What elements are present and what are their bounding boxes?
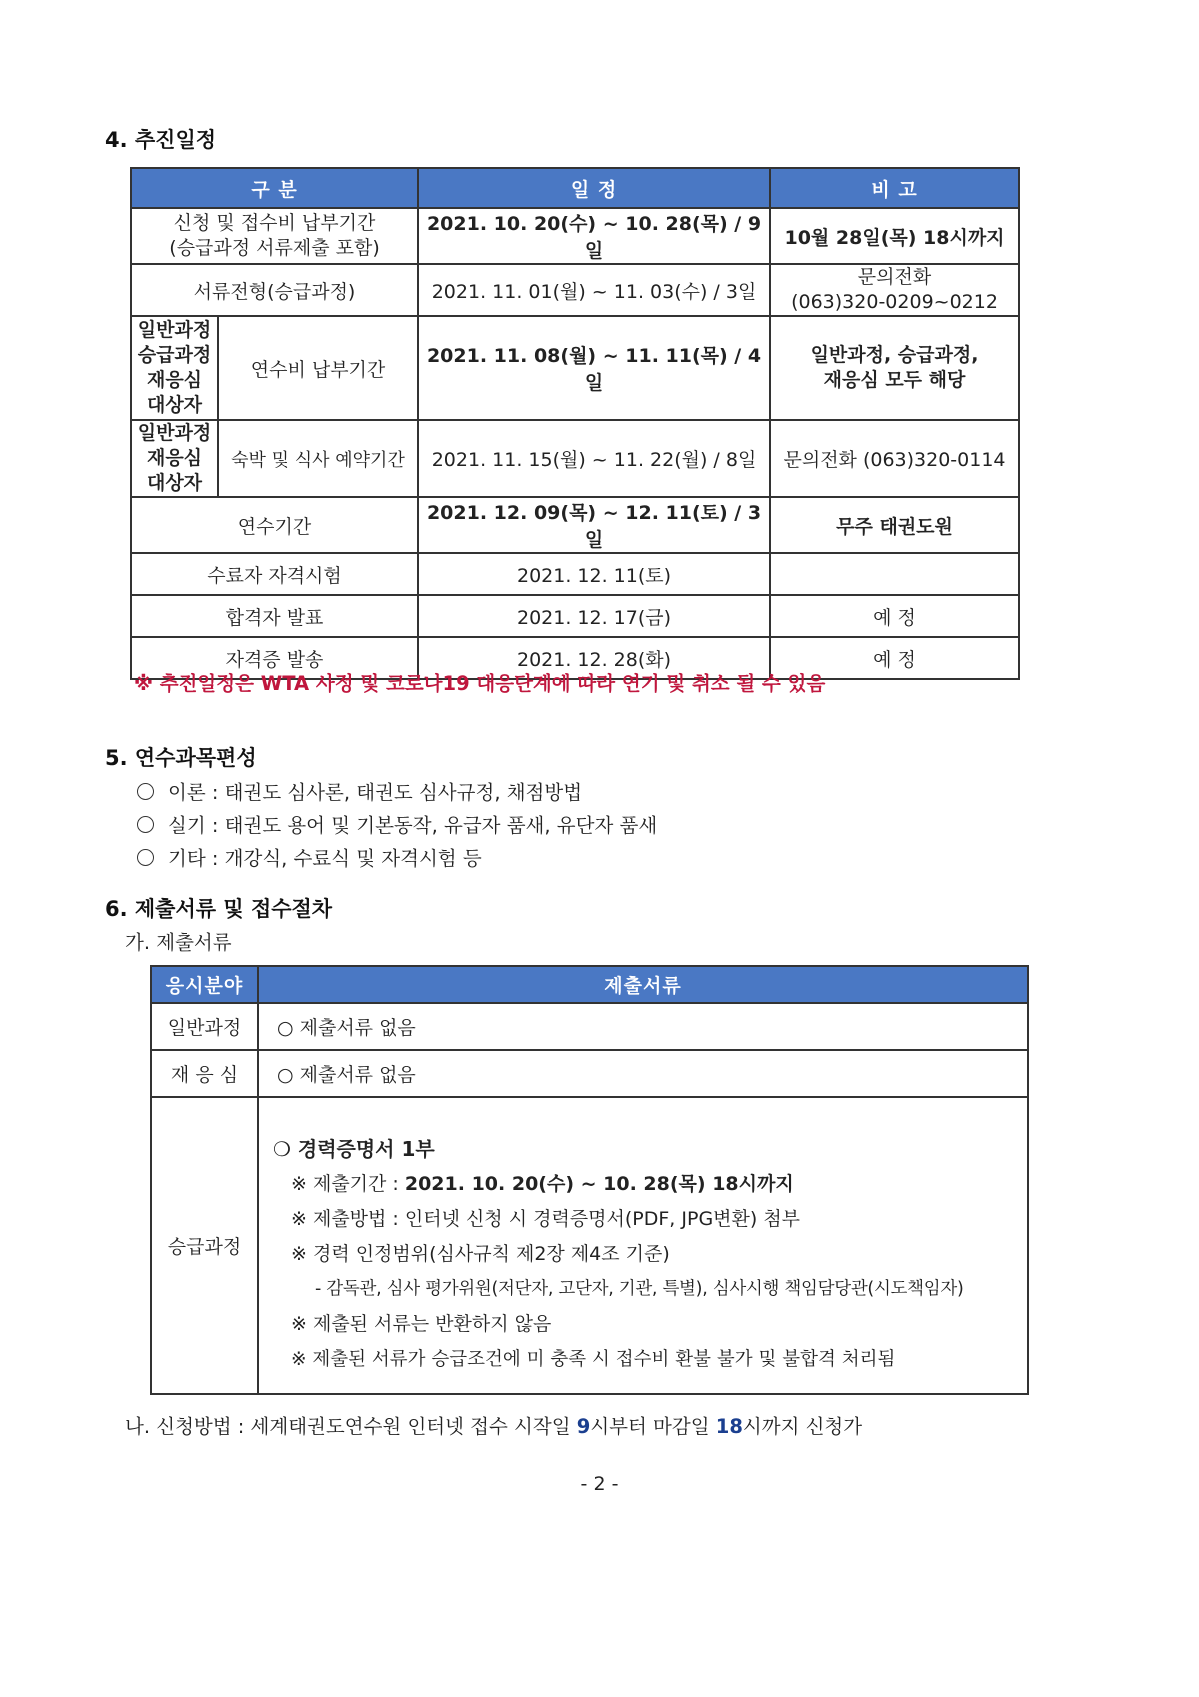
header-field: 응시분야	[151, 966, 258, 1003]
subsection-b: 나. 신청방법 : 세계태권도연수원 인터넷 접수 시작일 9시부터 마감일 18시까지 신청가	[125, 1415, 863, 1438]
row-name: 숙박 및 식사 예약기간	[218, 420, 418, 497]
section-6-title: 6. 제출서류 및 접수절차	[105, 897, 333, 921]
docs-line: ※ 제출된 서류가 승급조건에 미 충족 시 접수비 환불 불가 및 불합격 처리됨	[291, 1349, 896, 1370]
row-field: 승급과정	[151, 1097, 258, 1394]
table-row	[131, 264, 1019, 316]
table-row	[131, 316, 1019, 420]
row-field: 일반과정	[151, 1003, 258, 1050]
row-note: 예 정	[770, 637, 1019, 679]
row-note	[770, 553, 1019, 595]
docs-line: ※ 제출기간 : 2021. 10. 20(수) ~ 10. 28(목) 18시까지	[291, 1173, 794, 1195]
circle-bullet-icon	[137, 816, 154, 833]
row-field: 재 응 심	[151, 1050, 258, 1097]
row-name: 연수비 납부기간	[218, 316, 418, 420]
subsection-a: 가. 제출서류	[125, 931, 232, 954]
row-name: 합격자 발표	[131, 595, 418, 637]
table-row	[131, 208, 1019, 264]
row-note: 무주 태권도원	[770, 497, 1019, 553]
table-row	[131, 595, 1019, 637]
row-date: 2021. 11. 08(월) ~ 11. 11(목) / 4일	[418, 316, 770, 420]
row-docs	[258, 1097, 1028, 1394]
row-date: 2021. 12. 11(토)	[418, 553, 770, 595]
row-name: 신청 및 접수비 납부기간 (승급과정 서류제출 포함)	[131, 208, 418, 264]
header-note: 비 고	[770, 168, 1019, 208]
header-category: 구 분	[131, 168, 418, 208]
row-name: 연수기간	[131, 497, 418, 553]
row-name: 서류전형(승급과정)	[131, 264, 418, 316]
table-row	[131, 497, 1019, 553]
table-row	[151, 1003, 1028, 1050]
docs-line: ※ 제출방법 : 인터넷 신청 시 경력증명서(PDF, JPG변환) 첨부	[291, 1208, 801, 1230]
documents-table	[150, 965, 1029, 1395]
row-date: 2021. 12. 28(화)	[418, 637, 770, 679]
section-5-title: 5. 연수과목편성	[105, 746, 257, 770]
row-name: 자격증 발송	[131, 637, 418, 679]
row-date: 2021. 12. 09(목) ~ 12. 11(토) / 3일	[418, 497, 770, 553]
course-list	[137, 776, 657, 875]
row-group: 일반과정 승급과정 재응심 대상자	[131, 316, 218, 420]
row-note: 문의전화 (063)320-0209~0212	[770, 264, 1019, 316]
list-item: 기타 : 개강식, 수료식 및 자격시험 등	[137, 842, 657, 875]
row-docs: ○ 제출서류 없음	[258, 1003, 1028, 1050]
schedule-notice: ※ 추진일정은 WTA 사정 및 코로나19 대응단계에 따라 연기 및 취소 될 수 있음	[134, 672, 826, 695]
section-4-title: 4. 추진일정	[105, 128, 217, 152]
row-date: 2021. 11. 15(월) ~ 11. 22(월) / 8일	[418, 420, 770, 497]
list-item: 실기 : 태권도 용어 및 기본동작, 유급자 품새, 유단자 품새	[137, 809, 657, 842]
row-date: 2021. 12. 17(금)	[418, 595, 770, 637]
list-item: 이론 : 태권도 심사론, 태권도 심사규정, 채점방법	[137, 776, 657, 809]
docs-line: ※ 제출된 서류는 반환하지 않음	[291, 1313, 552, 1335]
row-date: 2021. 11. 01(월) ~ 11. 03(수) / 3일	[418, 264, 770, 316]
row-group: 일반과정 재응심 대상자	[131, 420, 218, 497]
header-schedule: 일 정	[418, 168, 770, 208]
table-row	[151, 1097, 1028, 1394]
docs-line: ※ 경력 인정범위(심사규칙 제2장 제4조 기준)	[291, 1243, 670, 1265]
row-note: 10월 28일(목) 18시까지	[770, 208, 1019, 264]
header-docs: 제출서류	[258, 966, 1028, 1003]
row-note: 예 정	[770, 595, 1019, 637]
circle-bullet-icon	[137, 783, 154, 800]
row-date: 2021. 10. 20(수) ~ 10. 28(목) / 9일	[418, 208, 770, 264]
row-note: 문의전화 (063)320-0114	[770, 420, 1019, 497]
page-number: - 2 -	[580, 1473, 619, 1495]
row-docs: ○ 제출서류 없음	[258, 1050, 1028, 1097]
docs-line: - 감독관, 심사 평가위원(저단자, 고단자, 기관, 특별), 심사시행 책임담당관(시도책임자)	[315, 1279, 964, 1299]
circle-bullet-icon	[137, 849, 154, 866]
table-row	[131, 420, 1019, 497]
row-name: 수료자 자격시험	[131, 553, 418, 595]
table-row	[131, 553, 1019, 595]
docs-title: ❍ 경력증명서 1부	[273, 1137, 435, 1161]
row-note: 일반과정, 승급과정, 재응심 모두 해당	[770, 316, 1019, 420]
table-row	[151, 1050, 1028, 1097]
schedule-table	[130, 167, 1020, 680]
